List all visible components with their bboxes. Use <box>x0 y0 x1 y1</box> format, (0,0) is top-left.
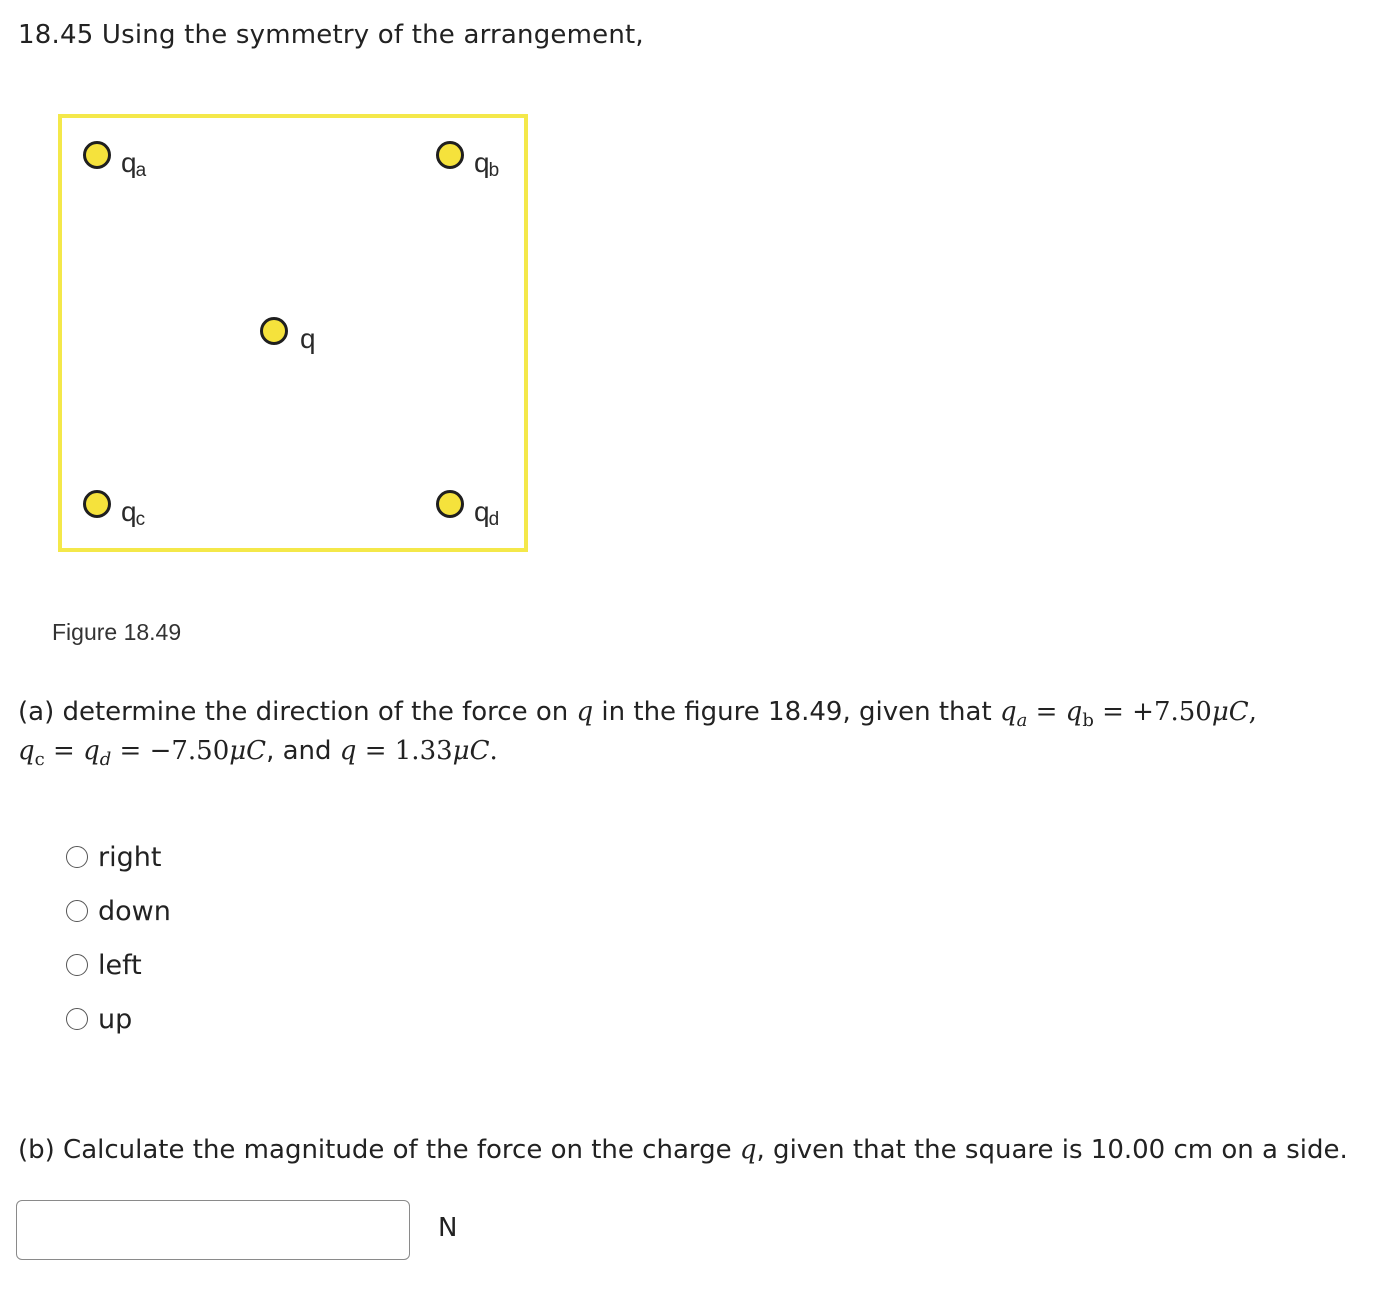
unit-label: N <box>438 1213 458 1243</box>
option-label: down <box>98 895 171 927</box>
part-a-prompt: (a) determine the direction of the force on q in the figure 18.49, given that $q_a = q_b = +7.50\mu C$, $q_c = q_d = -7.50\mu C$, and q = 1.33μC. <box>18 697 1257 770</box>
charge-dot <box>436 141 464 169</box>
option-right[interactable] <box>66 830 171 884</box>
charge-dot <box>260 317 288 345</box>
option-label: right <box>98 841 162 873</box>
charge-label: $q_d$ <box>474 496 500 530</box>
charge-label: $q_c$ <box>121 496 146 530</box>
option-left[interactable] <box>66 938 171 992</box>
radio-button[interactable] <box>66 900 88 922</box>
figure-caption: Figure 18.49 <box>52 619 182 645</box>
option-down[interactable] <box>66 884 171 938</box>
figure-18-49 <box>58 114 528 552</box>
charge-label: q <box>300 323 316 354</box>
charge-dot <box>436 490 464 518</box>
charge-label: $q_a$ <box>121 147 147 181</box>
option-label: left <box>98 949 142 981</box>
question-title: 18.45 Using the symmetry of the arrangement, <box>18 20 644 50</box>
radio-button[interactable] <box>66 846 88 868</box>
charge-dot <box>83 141 111 169</box>
option-label: up <box>98 1003 133 1035</box>
force-magnitude-input[interactable] <box>16 1200 410 1260</box>
direction-options <box>66 830 171 1046</box>
radio-button[interactable] <box>66 1008 88 1030</box>
option-up[interactable] <box>66 992 171 1046</box>
charge-label: $q_b$ <box>474 147 500 181</box>
part-b-prompt: (b) Calculate the magnitude of the force on the charge q, given that the square is 10.00 cm on a side. <box>18 1135 1348 1165</box>
radio-button[interactable] <box>66 954 88 976</box>
charge-dot <box>83 490 111 518</box>
